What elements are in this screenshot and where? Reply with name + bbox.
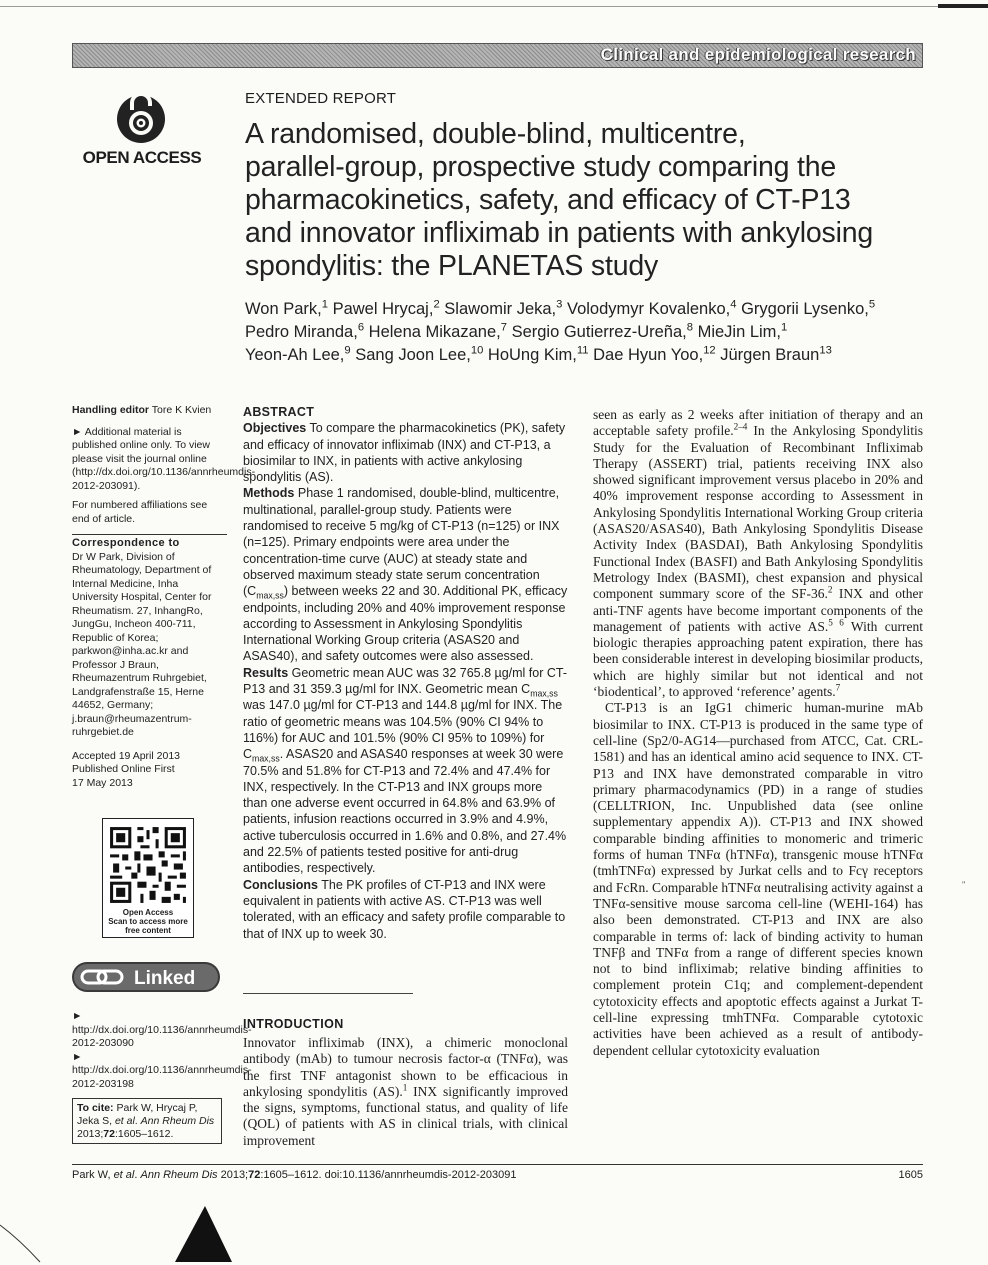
abstract-methods: Methods Phase 1 randomised, double-blind, multicentre, multinational, parallel-group study. Patients were randomised to receive 5 mg/kg of CT-P13 (n=125) or INX (n=125). Primary endpoints were area under the concentration-time curve (AUC) at steady state and observed maximum steady state serum concentration $(C_{max,ss})$ between weeks 22 and 30. Additional PK, efficacy endpoints, including 20% and 40% improvement response according to Assessment in Ankylosing Spondylitis International Working Group criteria (ASAS20 and ASAS40), and safety outcomes were also assessed. — [243, 486, 568, 664]
top-rule — [0, 6, 988, 7]
abstract-heading: ABSTRACT — [243, 405, 315, 419]
correspondence-text: Dr W Park, Division of Rheumatology, Department of Internal Medicine, Inha University Hospital, Center for Rheumatism. 27, InhangRo, JungGu, Incheon 400-711, Republic of Korea; parkwon@inha.ac.kr and Professor J Braun, Rheumazentrum Ruhrgebiet, Landgrafenstraße 15, Herne 44652, Germany; j.braun@rheumazentrum-ruhrgebiet.de — [72, 550, 212, 738]
abstract-conclusions: Conclusions The PK profiles of CT-P13 and INX were equivalent in patients with active AS. CT-P13 was well tolerated, with an efficacy and safety profile comparable to that of INX up to week 30. — [243, 877, 566, 941]
scan-triangle-mark — [170, 1200, 240, 1265]
introduction-heading: INTRODUCTION — [243, 1017, 344, 1031]
handling-editor: Handling editor Tore K Kvien — [72, 404, 212, 416]
abstract-objectives: Objectives To compare the pharmacokinetics (PK), safety and efficacy of innovator infliximab (INX) and CT-P13, a biosimilar to INX, in patients with active ankylosing spondylitis (AS). — [243, 421, 566, 485]
title-line: pharmacokinetics, safety, and efficacy of CT-P13 — [245, 184, 851, 216]
linked-articles — [72, 1010, 252, 1091]
correspondence-heading: Correspondence to — [72, 537, 180, 549]
body-paragraph: CT-P13 is an IgG1 chimeric human-murine mAb biosimilar to INX. CT-P13 is produced in the same type of cell-line (Sp2/0-AG14—purchased from ATCC, Cat. CRL-1581) and has an identical amino acid sequence to INX. CT-P13 and INX have demonstrated comparable in vitro primary pharmacodynamics (PD) in a range of studies (CELLTRION, Inc. Unpublished data (see online supplementary appendix A)). CT-P13 and INX showed comparable binding affinities to monomeric and trimeric forms of human TNFα (hTNFα), transgenic mouse hTNFα (tmhTNFα) expressed by Jurkat cells and to Fcγ receptors and FcRn. Comparable hTNFα neutralising activity against a TNFα-sensitive mouse sarcoma cell-line (WEHI-164) has also been demonstrated. CT-P13 and INX are also comparable in terms of: lack of binding activity to human TNFβ and TNFα from a range of different species known not to bind infliximab; relative binding affinities to complement protein C1q; and complement-dependent cytotoxicity effects and apoptotic effects against a Jurkat T-cell-line expressing tmhTNFα. Comparable cytotoxic activities have been achieved as a result of antibody-dependent cellular cytotoxicity evaluation — [593, 700, 923, 1058]
intro-paragraph: Innovator infliximab (INX), a chimeric monoclonal antibody (mAb) to tumour necrosis factor-α (TNFα), was the first TNF antagonist shown to be efficacious in ankylosing spondylitis (AS).$^1$ INX significantly improved the signs, symptoms, functional status, and quality of life (QOL) of patients with AS in clinical trials, with clinical improvement — [243, 1035, 568, 1148]
footer-rule — [72, 1164, 923, 1165]
title-line: parallel-group, prospective study comparing the — [245, 151, 837, 183]
title-line: A randomised, double-blind, multicentre, — [245, 118, 746, 150]
article-type: EXTENDED REPORT — [245, 90, 397, 107]
article-title — [245, 118, 935, 283]
qr-code-icon — [103, 821, 193, 909]
published-date: 17 May 2013 — [72, 776, 133, 789]
sidebar-divider — [72, 534, 227, 535]
sidebar-info — [72, 404, 256, 790]
linked-badge[interactable] — [72, 962, 220, 992]
top-edge-mark — [938, 4, 988, 8]
abstract-results: Results Geometric mean AUC was 32 765.8 µg/ml for CT-P13 and 31 359.3 µg/ml for INX. Geometric mean $C_{max,ss}$ was 147.0 µg/ml for CT-P13 and 144.8 µg/ml for INX. The ratio of geometric means was 104.5% (90% CI 94% to 116%) for AUC and 101.5% (90% CI 95% to 109%) for $C_{max,ss}$. ASAS20 and ASAS40 responses at week 30 were 70.5% and 51.8% for CT-P13 and 72.4% and 47.4% for INX, respectively. In the CT-P13 and INX groups more than one adverse event occurred in 64.8% and 63.9% of patients, infusion reactions occurred in 3.9% and 4.9%, active tuberculosis occurred in 1.6% and 0.8%, and 27.4% and 22.5% of patients tested positive for anti-drug antibodies, respectively. — [243, 665, 567, 876]
linked-label: Linked — [134, 968, 196, 989]
body-paragraph: seen as early as 2 weeks after initiation of therapy and an acceptable safety profile.$^{2-4}$ In the Ankylosing Spondylitis Study for the Evaluation of Recombinant Infliximab Therapy (ASSERT) trial, patients receiving INX also showed significant improvement versus placebo in 20% and 40% improvement response according to Assessment in Ankylosing Spondylitis International Working Group criteria (ASAS20/ASAS40), Bath Ankylosing Spondylitis Disease Activity Index (BASDAI), Bath Ankylosing Spondylitis Functional Index (BASFI) and Bath Ankylosing Spondylitis Metrology Index (BASMI), chest expansion and physical component summary score of the SF-36.$^2$ INX and other anti-TNF agents have become important components of the management of patients with active AS.$^{5 6}$ With current biologic therapies approaching patent expiration, there has been considerable interest in developing biosimilar products, which are highly similar but not identical and not ‘biodentical’, to approved ‘reference’ agents.$^7$ — [593, 407, 924, 700]
section-banner — [72, 43, 923, 68]
author-list — [245, 298, 935, 367]
footer-citation: Park W, et al. Ann Rheum Dis 2013;72:1605–1612. doi:10.1136/annrheumdis-2012-203091 — [72, 1169, 517, 1181]
title-line: and innovator infliximab in patients with ankylosing — [245, 217, 874, 249]
introduction-text — [243, 1035, 568, 1149]
qr-caption: Open Access Scan to access more free content — [108, 908, 188, 935]
author-line: Yeon-Ah Lee,$^9$ Sang Joon Lee,$^{10}$ HoUng Kim,$^{11}$ Dae Hyun Yoo,$^{12}$ Jürgen Braun$^{13}$ — [245, 344, 832, 364]
scan-curve-mark — [0, 1220, 140, 1265]
open-access-lock-icon — [113, 88, 169, 144]
author-line: Won Park,$^1$ Pawel Hrycaj,$^2$ Slawomir Jeka,$^3$ Volodymyr Kovalenko,$^4$ Grygorii Lysenko,$^5$ — [245, 298, 876, 318]
abstract — [243, 404, 568, 942]
published-label: Published Online First — [72, 763, 175, 775]
open-access-label: OPEN ACCESS — [82, 148, 202, 167]
linked-article-2[interactable]: ► http://dx.doi.org/10.1136/annrheumdis-2012-203198 — [72, 1050, 252, 1090]
qr-code[interactable] — [102, 818, 194, 938]
page-number: 1605 — [898, 1169, 923, 1181]
affiliations-note: For numbered affiliations see end of article. — [72, 499, 208, 525]
accepted-date: Accepted 19 April 2013 — [72, 749, 180, 762]
author-line: Pedro Miranda,$^6$ Helena Mikazane,$^7$ Sergio Gutierrez-Ureña,$^8$ MieJin Lim,$^1$ — [245, 321, 788, 341]
body-right-column — [593, 407, 923, 1059]
section-label: Clinical and epidemiological research — [600, 45, 916, 64]
additional-material-note: ► Additional material is published online only. To view please visit the journal online (http://dx.doi.org/10.1136/annrheumdis-2012-203091). — [72, 425, 256, 492]
margin-mark: " — [962, 880, 966, 889]
cite-box: To cite: Park W, Hrycaj P, Jeka S, et al. Ann Rheum Dis 2013;72:1605–1612. — [72, 1098, 222, 1144]
abstract-rule — [243, 993, 413, 994]
linked-article-1[interactable]: ► http://dx.doi.org/10.1136/annrheumdis-2012-203090 — [72, 1010, 252, 1049]
title-line: spondylitis: the PLANETAS study — [245, 250, 659, 282]
